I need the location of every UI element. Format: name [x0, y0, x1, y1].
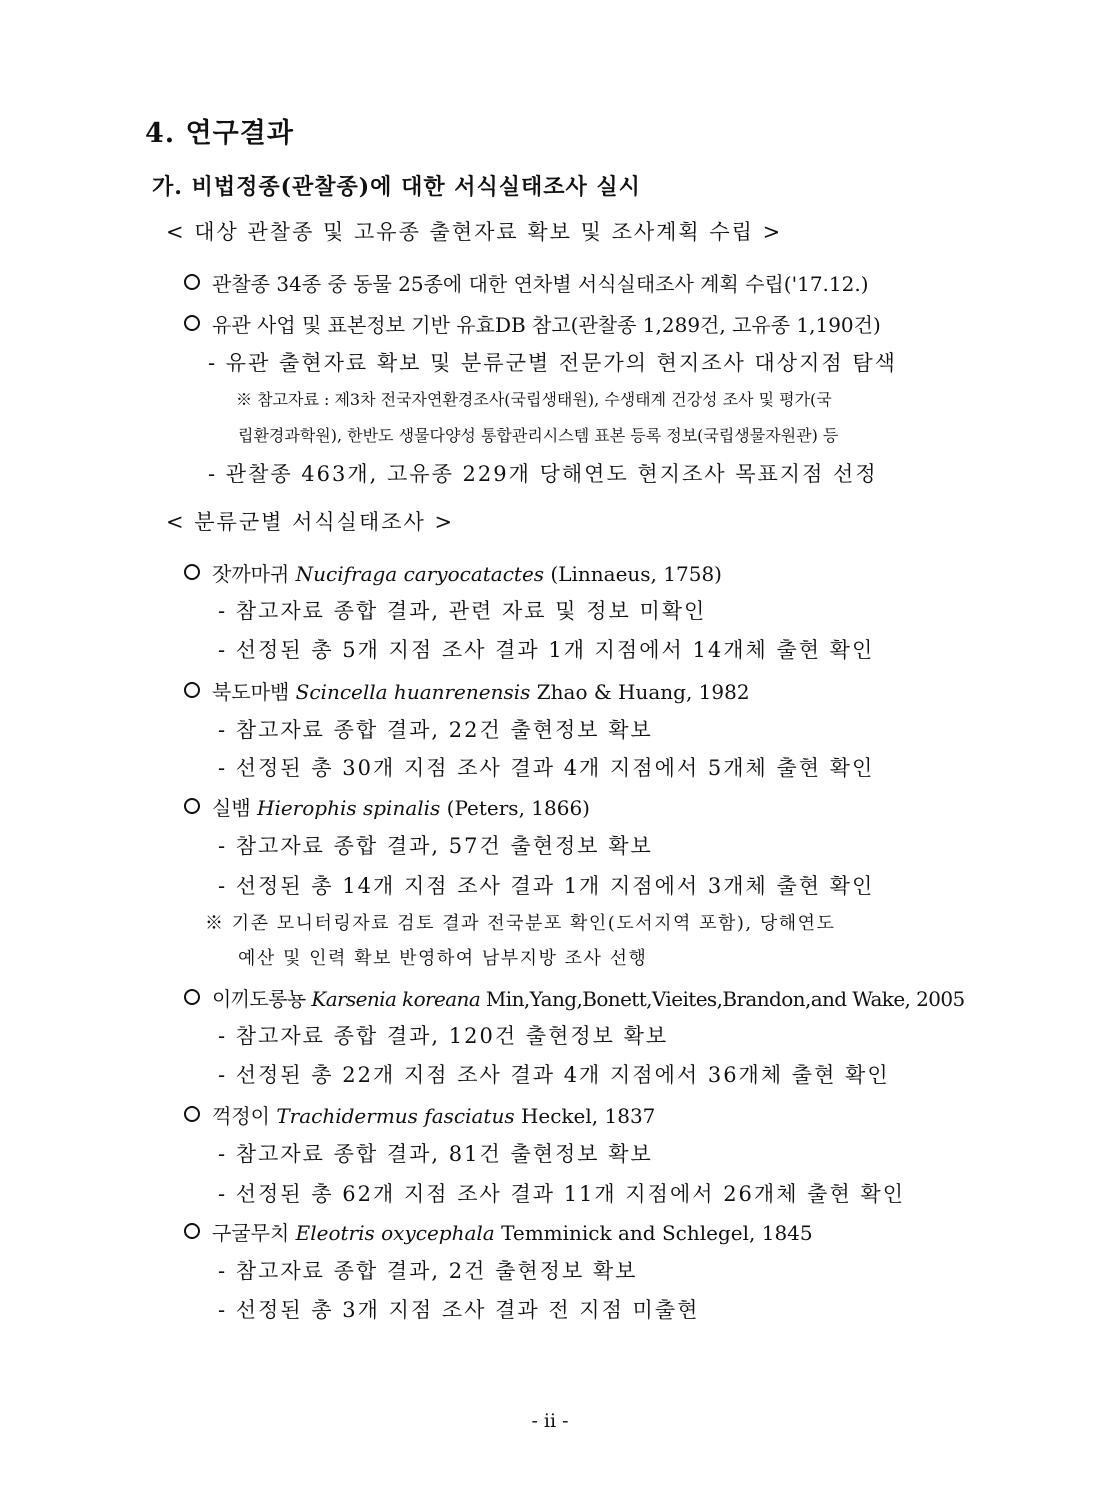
species-item — [184, 983, 965, 1012]
circle-bullet-icon — [184, 274, 200, 290]
bullet-text: 관찰종 34종 중 동물 25종에 대한 연차별 서식실태조사 계획 수립('17.12.) — [212, 272, 869, 296]
species-author: Min,Yang,Bonett,Vieites,Brandon,and Wake, 2005 — [485, 987, 965, 1011]
scientific-name: Hierophis spinalis — [257, 796, 441, 820]
dash-item: - 참고자료 종합 결과, 120건 출현정보 확보 — [218, 1024, 669, 1048]
bullet-item — [184, 309, 881, 338]
circle-bullet-icon — [184, 564, 200, 580]
reference-note: ※ 기존 모니터링자료 검토 결과 전국분포 확인(도서지역 포함), 당해연도 — [205, 913, 836, 934]
species-name: 북도마뱀 — [212, 680, 290, 704]
dash-item: - 참고자료 종합 결과, 2건 출현정보 확보 — [218, 1259, 638, 1283]
circle-bullet-icon — [184, 315, 200, 331]
reference-note-cont: 예산 및 인력 확보 반영하여 남부지방 조사 선행 — [238, 948, 648, 969]
dash-item: - 참고자료 종합 결과, 관련 자료 및 정보 미확인 — [218, 599, 707, 623]
scientific-name: Scincella huanrenensis — [295, 680, 531, 704]
reference-note-cont: 립환경과학원), 한반도 생물다양성 통합관리시스템 표본 등록 정보(국립생물자원관) 등 — [238, 426, 839, 445]
dash-item: - 선정된 총 30개 지점 조사 결과 4개 지점에서 5개체 출현 확인 — [218, 756, 875, 780]
circle-bullet-icon — [184, 1223, 200, 1239]
dash-item: - 선정된 총 14개 지점 조사 결과 1개 지점에서 3개체 출현 확인 — [218, 874, 875, 898]
section2-title: < 분류군별 서식실태조사 > — [166, 510, 455, 534]
circle-bullet-icon — [184, 989, 200, 1005]
dash-item: - 참고자료 종합 결과, 81건 출현정보 확보 — [218, 1142, 653, 1166]
scientific-name: Trachidermus fasciatus — [276, 1104, 515, 1128]
reference-note: ※ 참고자료 : 제3차 전국자연환경조사(국립생태원), 수생태계 건강성 조사 및 평가(국 — [236, 390, 832, 409]
circle-bullet-icon — [184, 682, 200, 698]
dash-item: - 유관 출현자료 확보 및 분류군별 전문가의 현지조사 대상지점 탐색 — [208, 351, 897, 375]
dash-item: - 참고자료 종합 결과, 57건 출현정보 확보 — [218, 834, 653, 858]
species-author: Temminick and Schlegel, 1845 — [501, 1221, 813, 1245]
species-item — [184, 792, 590, 821]
species-name: 꺽정이 — [212, 1104, 270, 1128]
species-item — [184, 1100, 655, 1129]
dash-item: - 선정된 총 3개 지점 조사 결과 전 지점 미출현 — [218, 1298, 700, 1322]
bullet-item — [184, 268, 869, 297]
species-name: 잣까마귀 — [212, 562, 290, 586]
species-name: 이끼도롱뇽 — [212, 987, 306, 1011]
bullet-text: 유관 사업 및 표본정보 기반 유효DB 참고(관찰종 1,289건, 고유종 1,190건) — [212, 313, 881, 337]
section-heading: 4. 연구결과 — [145, 118, 294, 149]
dash-item: - 선정된 총 22개 지점 조사 결과 4개 지점에서 36개체 출현 확인 — [218, 1063, 890, 1087]
dash-item: - 선정된 총 5개 지점 조사 결과 1개 지점에서 14개체 출현 확인 — [218, 638, 875, 662]
scientific-name: Eleotris oxycephala — [295, 1221, 495, 1245]
dash-item: - 참고자료 종합 결과, 22건 출현정보 확보 — [218, 718, 653, 742]
dash-item: - 선정된 총 62개 지점 조사 결과 11개 지점에서 26개체 출현 확인 — [218, 1182, 905, 1206]
page-number: - ii - — [531, 1410, 569, 1432]
section1-title: < 대상 관찰종 및 고유종 출현자료 확보 및 조사계획 수립 > — [166, 220, 783, 244]
species-item — [184, 558, 722, 587]
species-name: 실뱀 — [212, 796, 251, 820]
species-item — [184, 676, 750, 705]
scientific-name: Karsenia koreana — [311, 987, 481, 1011]
circle-bullet-icon — [184, 1106, 200, 1122]
subsection-heading: 가. 비법정종(관찰종)에 대한 서식실태조사 실시 — [152, 174, 641, 200]
dash-item: - 관찰종 463개, 고유종 229개 당해연도 현지조사 목표지점 선정 — [208, 462, 878, 486]
species-author: Heckel, 1837 — [520, 1104, 656, 1128]
species-item — [184, 1217, 813, 1246]
circle-bullet-icon — [184, 798, 200, 814]
scientific-name: Nucifraga caryocatactes — [295, 562, 545, 586]
species-author: Zhao & Huang, 1982 — [536, 680, 750, 704]
species-author: (Peters, 1866) — [446, 796, 590, 820]
species-author: (Linnaeus, 1758) — [550, 562, 722, 586]
species-name: 구굴무치 — [212, 1221, 290, 1245]
